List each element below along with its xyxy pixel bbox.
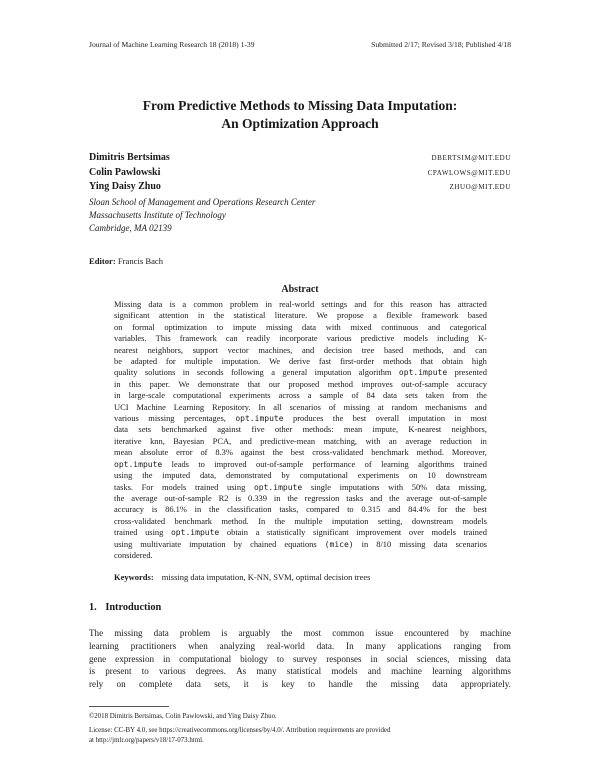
text-line: accuracy is 86.1% in the classification tasks, compared to 0.315 and 84.4% for the best: [114, 504, 487, 515]
text-line: tasks. For models trained using opt.impute single imputations with 50% data missing,: [114, 481, 487, 492]
text-line: variables. This framework can readily incorporate various predictive models including K-: [114, 333, 487, 344]
author-email[interactable]: CPAWLOWS@MIT.EDU: [427, 168, 511, 177]
text-line: using multivariate imputation by chained equations (mice) in 8/10 missing data scenarios: [114, 538, 487, 549]
text-line: in this paper. We demonstrate that our proposed method improves out-of-sample accuracy: [114, 378, 487, 389]
text-line: UCI Machine Learning Repository. In all scenarios of missing at random mechanisms and: [114, 401, 487, 412]
copyright-notice: ©2018 Dimitris Bertsimas, Colin Pawlowski, and Ying Daisy Zhuo.: [89, 713, 277, 720]
affiliation-line: Cambridge, MA 02139: [89, 222, 172, 233]
title-line-1: From Predictive Methods to Missing Data Imputation:: [142, 98, 458, 113]
license-line: License: CC-BY 4.0, see https://creativecommons.org/licenses/by/4.0/. Attribution requirements are provided: [89, 727, 391, 734]
text-line: considered.: [114, 549, 153, 560]
editor-label: Editor:: [89, 256, 116, 266]
text-line: the average out-of-sample R2 is 0.339 in the regression tasks and the average out-of-sample: [114, 492, 487, 503]
text-line: data sets benchmarked against five other methods: mean impute, K-nearest neighbors,: [114, 424, 487, 435]
author-row: [89, 167, 511, 182]
text-line: cross-validated benchmark method. In the multiple imputation setting, downstream models: [114, 515, 487, 526]
introduction-text: [89, 627, 511, 691]
text-line: Missing data is a common problem in real-world settings and for this reason has attracted: [114, 299, 487, 309]
text-line: nearest neighbors, support vector machines, and decision tree based methods, and can: [114, 344, 487, 355]
running-header: [89, 40, 511, 49]
author-name: Colin Pawlowski: [89, 166, 161, 178]
text-line: gene expression in computational biology to survey responses in social sciences, missing data: [89, 653, 511, 664]
affiliation-line: Massachusetts Institute of Technology: [89, 209, 226, 220]
text-line: trained using opt.impute obtain a statistically significant improvement over models trained: [114, 527, 487, 538]
text-line: be adapted for multiple imputation. We derive fast first-order methods that obtain high: [114, 356, 487, 367]
text-line: is present to various degrees. As many statistical models and machine learning algorithms: [89, 666, 511, 677]
author-email[interactable]: ZHUO@MIT.EDU: [449, 183, 511, 191]
section-number: 1.: [89, 602, 97, 613]
author-email[interactable]: DBERTSIM@MIT.EDU: [431, 154, 511, 162]
journal-citation: Journal of Machine Learning Research 18 (2018) 1-39: [89, 40, 255, 49]
text-line: in large-scale computational experiments across a sample of 84 data sets taken from the: [114, 390, 487, 401]
section-title: Introduction: [105, 602, 162, 613]
title-line-2: An Optimization Approach: [221, 116, 379, 131]
affiliation: [89, 196, 511, 235]
keywords-label: Keywords:: [114, 572, 154, 582]
submission-dates: Submitted 2/17; Revised 3/18; Published 4/18: [371, 40, 511, 49]
text-line: significant attention in the statistical literature. We propose a flexible framework based: [114, 310, 487, 321]
author-name: Dimitris Bertsimas: [89, 152, 170, 163]
author-block: [89, 152, 511, 235]
text-line: quality solutions in seconds following a general imputation algorithm opt.impute presented: [114, 367, 487, 378]
license-line: at http://jmlr.org/papers/v18/17-073.html.: [89, 737, 204, 744]
text-line: learning practitioners when analyzing real-world data. In many applications ranging from: [89, 640, 511, 651]
footnote-rule: [89, 706, 169, 707]
text-line: mean absolute error of 8.3% against the best cross-validated benchmark method. Moreover,: [114, 447, 487, 458]
paper-title: [0, 97, 600, 133]
abstract-body: [114, 299, 487, 561]
text-line: on formal optimization to impute missing data with mixed continuous and categorical: [114, 321, 487, 332]
section-heading: [89, 602, 161, 613]
text-line: iterative knn, Bayesian PCA, and predictive-mean matching, with an average reduction in: [114, 435, 487, 446]
text-line: rely on complete data sets, it is key to handle the missing data appropriately.: [89, 679, 511, 690]
author-name: Ying Daisy Zhuo: [89, 181, 161, 192]
abstract-heading: Abstract: [281, 284, 319, 295]
text-line: various missing percentages, opt.impute produces the best overall imputation in most: [114, 413, 487, 424]
author-row: [89, 181, 511, 196]
footnote: [89, 711, 511, 746]
text-line: The missing data problem is arguably the most common issue encountered by machine: [89, 628, 511, 638]
keywords: [114, 572, 371, 582]
license-notice: [89, 726, 511, 746]
text-line: opt.impute leads to improved out-of-sample performance of learning algorithms trained: [114, 458, 487, 469]
editor-name: Francis Bach: [117, 256, 163, 266]
author-row: [89, 152, 511, 167]
affiliation-line: Sloan School of Management and Operations Research Center: [89, 196, 316, 207]
editor-line: [89, 256, 163, 266]
text-line: using the imputed data, demonstrated by computational experiments on 10 downstream: [114, 470, 487, 481]
keywords-text: missing data imputation, K-NN, SVM, optimal decision trees: [161, 572, 371, 582]
